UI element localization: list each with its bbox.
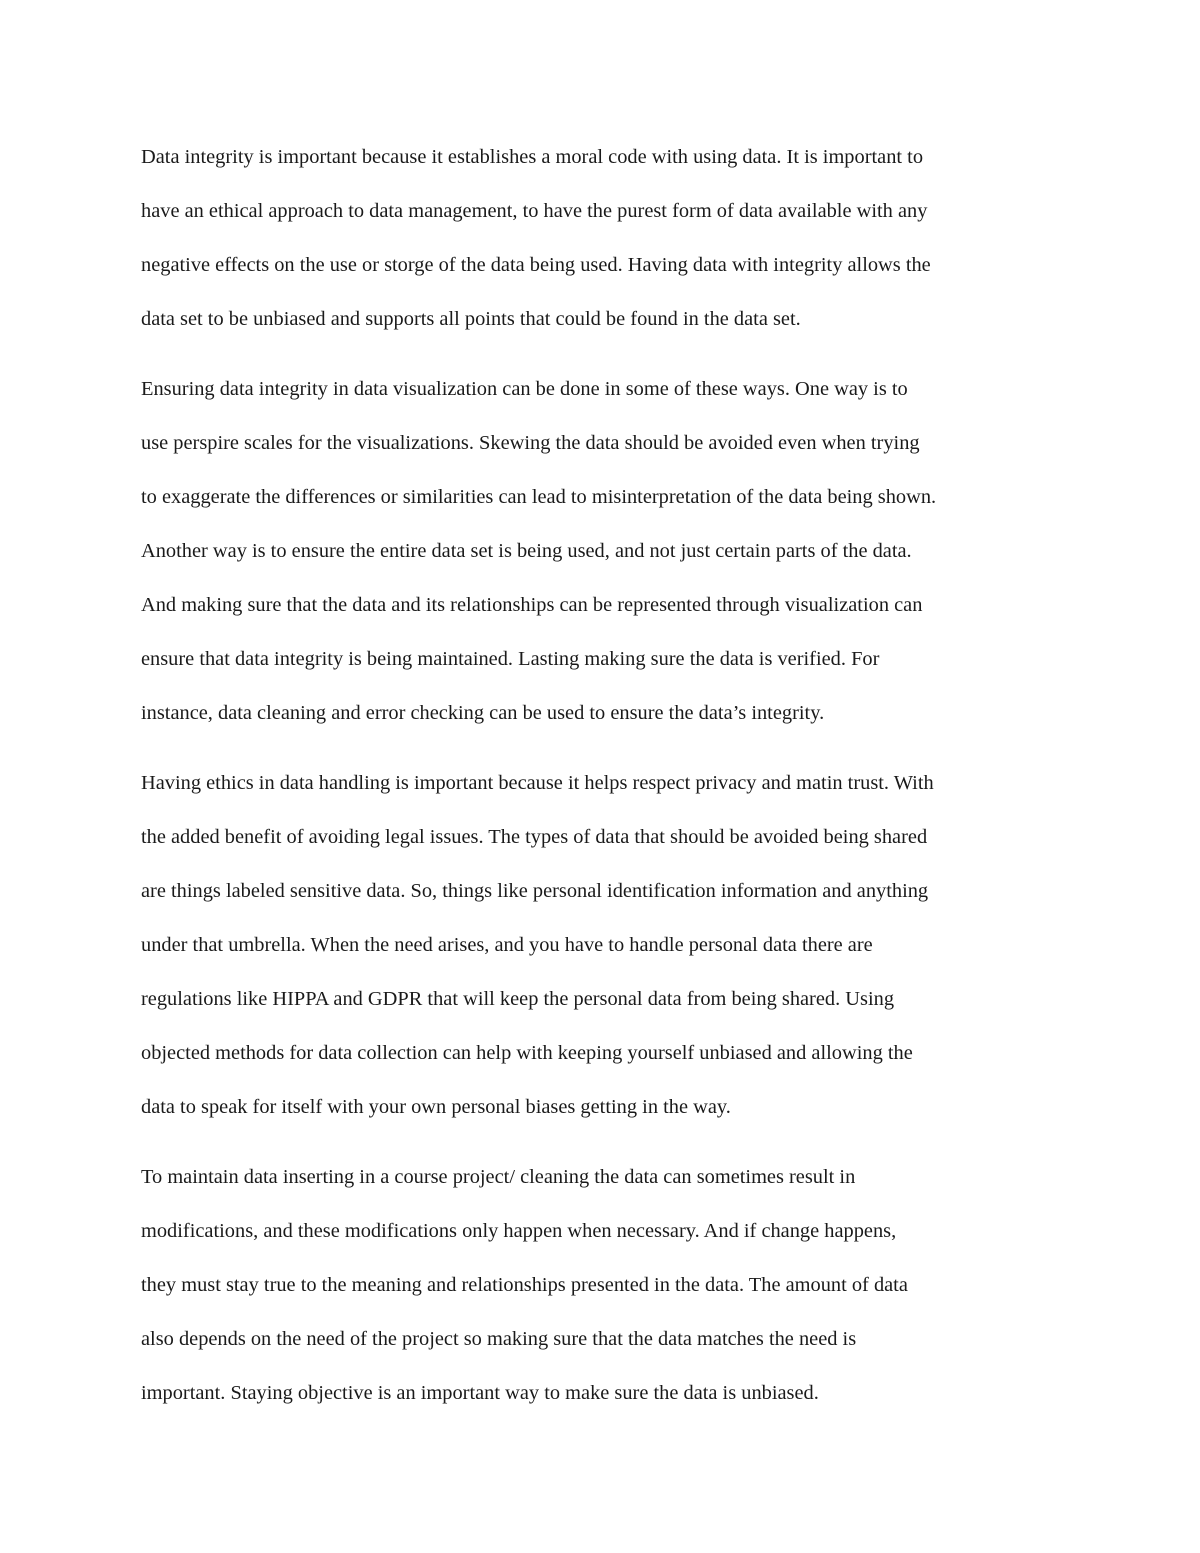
text-line: objected methods for data collection can help with keeping yourself unbiased and allowing the: [141, 1042, 913, 1064]
text-line: also depends on the need of the project so making sure that the data matches the need is: [141, 1328, 857, 1350]
text-line: data set to be unbiased and supports all points that could be found in the data set.: [141, 308, 801, 330]
text-line: modifications, and these modifications only happen when necessary. And if change happens,: [141, 1220, 897, 1242]
text-line: negative effects on the use or storge of the data being used. Having data with integrity allows the: [141, 254, 931, 276]
text-line: Ensuring data integrity in data visualization can be done in some of these ways. One way is to: [141, 378, 908, 400]
text-line: are things labeled sensitive data. So, things like personal identification information and anything: [141, 880, 929, 902]
text-line: regulations like HIPPA and GDPR that will keep the personal data from being shared. Using: [141, 988, 895, 1010]
text-line: under that umbrella. When the need arises, and you have to handle personal data there are: [141, 934, 873, 956]
text-line: use perspire scales for the visualizations. Skewing the data should be avoided even when trying: [141, 432, 920, 454]
text-line: Another way is to ensure the entire data set is being used, and not just certain parts of the data.: [141, 540, 912, 562]
text-line: Data integrity is important because it establishes a moral code with using data. It is important to: [141, 146, 924, 168]
text-line: And making sure that the data and its relationships can be represented through visualization can: [141, 594, 923, 616]
text-line: to exaggerate the differences or similarities can lead to misinterpretation of the data being shown.: [141, 486, 937, 508]
text-line: have an ethical approach to data management, to have the purest form of data available with any: [141, 200, 928, 222]
text-line: data to speak for itself with your own personal biases getting in the way.: [141, 1096, 731, 1118]
text-line: ensure that data integrity is being maintained. Lasting making sure the data is verified. For: [141, 648, 880, 670]
text-line: they must stay true to the meaning and relationships presented in the data. The amount of data: [141, 1274, 908, 1296]
text-line: Having ethics in data handling is important because it helps respect privacy and matin trust. With: [141, 772, 934, 794]
text-line: instance, data cleaning and error checking can be used to ensure the data’s integrity.: [141, 702, 825, 724]
text-line: the added benefit of avoiding legal issues. The types of data that should be avoided being shared: [141, 826, 928, 848]
text-line: important. Staying objective is an important way to make sure the data is unbiased.: [141, 1382, 819, 1404]
text-line: To maintain data inserting in a course project/ cleaning the data can sometimes result in: [141, 1166, 856, 1188]
